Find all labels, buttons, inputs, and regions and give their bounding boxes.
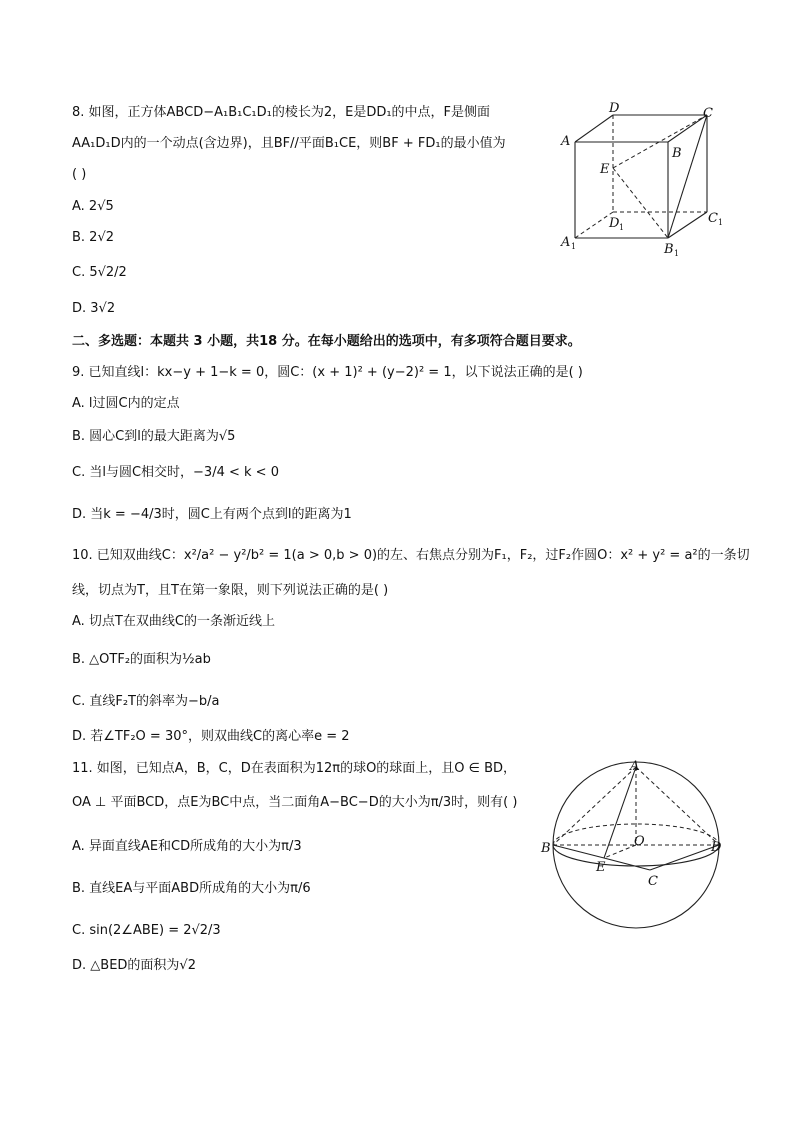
sphere-label-d: D bbox=[711, 840, 722, 855]
q11-option-a[interactable]: A. 异面直线AE和CD所成角的大小为π/3 bbox=[72, 839, 302, 854]
sphere-label-e: E bbox=[596, 860, 606, 875]
q10-line2: 线，切点为T，且T在第一象限，则下列说法正确的是( ) bbox=[72, 583, 389, 598]
sphere-label-o: O bbox=[634, 834, 645, 849]
q11-option-d[interactable]: D. △BED的面积为√2 bbox=[72, 958, 196, 973]
q11-option-b[interactable]: B. 直线EA与平面ABD所成角的大小为π/6 bbox=[72, 881, 311, 896]
q8-option-a[interactable]: A. 2√5 bbox=[72, 199, 114, 214]
q8-option-d[interactable]: D. 3√2 bbox=[72, 301, 116, 316]
sphere-label-a: A bbox=[630, 759, 640, 774]
cube-label-a1: A bbox=[561, 235, 571, 250]
sphere-label-c: C bbox=[648, 874, 658, 889]
cube-label-d: D bbox=[609, 101, 620, 116]
cube-label-c: C bbox=[703, 106, 713, 121]
cube-figure bbox=[555, 100, 730, 260]
q11-line2: OA ⊥ 平面BCD，点E为BC中点，当二面角A−BC−D的大小为π/3时，则有( ) bbox=[72, 795, 518, 810]
q10-option-d[interactable]: D. 若∠TF₂O = 30°，则双曲线C的离心率e = 2 bbox=[72, 729, 350, 744]
q8-line3: ( ) bbox=[72, 167, 87, 182]
q10-option-b[interactable]: B. △OTF₂的面积为½ab bbox=[72, 652, 211, 667]
q9-option-a[interactable]: A. l过圆C内的定点 bbox=[72, 396, 180, 411]
q9-option-b[interactable]: B. 圆心C到l的最大距离为√5 bbox=[72, 429, 236, 444]
q8-option-c[interactable]: C. 5√2/2 bbox=[72, 265, 127, 280]
sphere-figure bbox=[538, 755, 728, 930]
q8-option-b[interactable]: B. 2√2 bbox=[72, 230, 115, 245]
q9-option-d[interactable]: D. 当k = −4/3时，圆C上有两个点到l的距离为1 bbox=[72, 507, 352, 522]
q8-line2: AA₁D₁D内的一个动点(含边界)，且BF//平面B₁CE，则BF + FD₁的最小值为 bbox=[72, 136, 506, 151]
q10-option-c[interactable]: C. 直线F₂T的斜率为−b/a bbox=[72, 694, 220, 709]
q10-line1: 10. 已知双曲线C：x²/a² − y²/b² = 1(a > 0,b > 0)的左、右焦点分别为F₁，F₂，过F₂作圆O：x² + y² = a²的一条切 bbox=[72, 548, 750, 563]
cube-label-b1: B bbox=[664, 242, 674, 257]
sphere-label-b: B bbox=[541, 841, 551, 856]
q8-line1: 8. 如图，正方体ABCD−A₁B₁C₁D₁的棱长为2，E是DD₁的中点，F是侧面 bbox=[72, 105, 491, 120]
q9-stem: 9. 已知直线l：kx−y + 1−k = 0，圆C：(x + 1)² + (y−2)² = 1，以下说法正确的是( ) bbox=[72, 365, 583, 380]
q10-option-a[interactable]: A. 切点T在双曲线C的一条渐近线上 bbox=[72, 614, 275, 629]
cube-label-b: B bbox=[672, 146, 682, 161]
q9-option-c[interactable]: C. 当l与圆C相交时，−3/4 < k < 0 bbox=[72, 465, 279, 480]
section2-title: 二、多选题：本题共 3 小题，共18 分。在每小题给出的选项中，有多项符合题目要求。 bbox=[72, 334, 581, 349]
q11-line1: 11. 如图，已知点A，B，C，D在表面积为12π的球O的球面上，且O ∈ BD， bbox=[72, 761, 517, 776]
cube-sub-b1: 1 bbox=[674, 249, 680, 258]
q11-option-c[interactable]: C. sin(2∠ABE) = 2√2/3 bbox=[72, 923, 221, 938]
cube-label-d1: D bbox=[609, 216, 620, 231]
cube-sub-d1: 1 bbox=[619, 223, 625, 232]
cube-label-e: E bbox=[600, 162, 610, 177]
cube-sub-c1: 1 bbox=[718, 218, 724, 227]
cube-label-a: A bbox=[561, 134, 571, 149]
cube-label-c1: C bbox=[708, 211, 718, 226]
cube-sub-a1: 1 bbox=[571, 242, 577, 251]
